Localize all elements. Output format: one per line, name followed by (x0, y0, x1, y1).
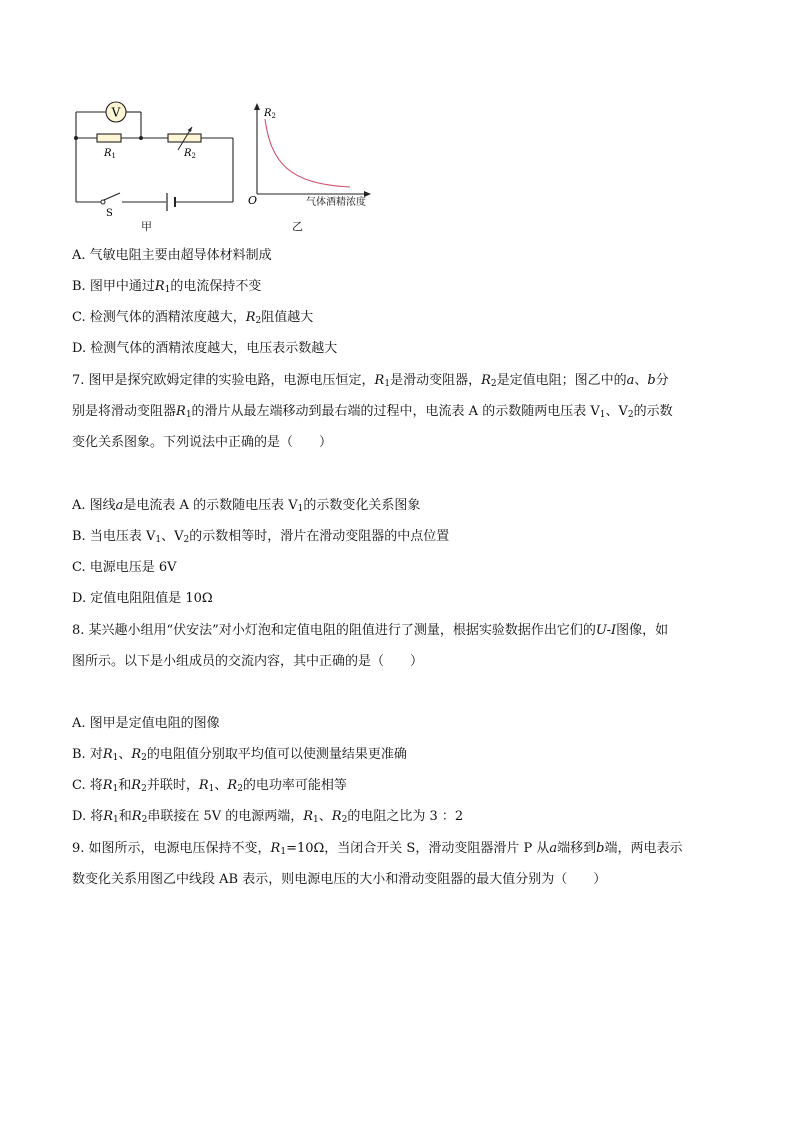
graph-curve (265, 119, 350, 187)
q7-option-b: B. 当电压表 $V_1$、$V_2$的示数相等时，滑片在滑动变阻器的中点位置 (72, 529, 450, 545)
graph-origin-label: O (248, 194, 258, 207)
q7-stem-line-2: 别是将滑动变阻器$R_1$的滑片从最左端移动到最右端的过程中，电流表 A 的示数随两电压表 $V_1$、$V_2$的示数 (72, 404, 673, 420)
figure-circuit-and-graph (66, 92, 386, 242)
q9-stem-line-1: 9. 如图所示，电源电压保持不变，$R_1=10\Omega$，当闭合开关 S，滑动变阻器滑片 P 从a端移到b端，两电表示 (72, 841, 683, 857)
q8-option-b: B. 对$R_1$、$R_2$的电阻值分别取平均值可以使测量结果更准确 (72, 747, 407, 763)
q8-option-d: D. 将$R_1$和$R_2$串联接在 5V 的电源两端，$R_1$、$R_2$的电阻之比为 3 ：2 (72, 809, 464, 825)
figure-label-yi: 乙 (292, 220, 303, 233)
q6-option-c: C. 检测气体的酒精浓度越大，$R_2$阻值越大 (72, 310, 314, 326)
q7-option-d: D. 定值电阻阻值是 10Ω (72, 591, 213, 606)
q7-stem-line-3: 变化关系图象。下列说法中正确的是（ ） (72, 435, 333, 450)
q7-option-c: C. 电源电压是 6V (72, 560, 177, 575)
q8-stem-line-1: 8. 某兴趣小组用“伏安法”对小灯泡和定值电阻的阻值进行了测量，根据实验数据作出它们的U-I图像，如 (72, 623, 669, 638)
q8-option-a: A. 图甲是定值电阻的图像 (72, 716, 220, 731)
junction-dot-left (74, 136, 78, 140)
q6-option-a: A. 气敏电阻主要由超导体材料制成 (72, 248, 272, 263)
graph-x-label: 气体酒精浓度 (306, 197, 366, 208)
variable-resistor-arrowhead (188, 127, 193, 132)
q9-stem-line-2: 数变化关系用图乙中线段 AB 表示，则电源电压的大小和滑动变阻器的最大值分别为（ ） (72, 872, 607, 887)
q7-option-a: A. 图线a是电流表 A 的示数随电压表 $V_1$的示数变化关系图象 (72, 498, 421, 514)
switch-pivot-icon (101, 200, 105, 204)
q8-stem-line-2: 图所示。以下是小组成员的交流内容，其中正确的是（ ） (72, 654, 424, 669)
r2-label: $R_2$ (184, 148, 196, 160)
variable-resistor-r2-icon (168, 134, 201, 142)
q7-stem-line-1: 7. 图甲是探究欧姆定律的实验电路，电源电压恒定，$R_1$是滑动变阻器，$R_2$是定值电阻；图乙中的a、b分 (72, 373, 669, 389)
figure-label-jia: 甲 (141, 220, 152, 233)
junction-dot-right (139, 136, 143, 140)
q8-option-c: C. 将$R_1$和$R_2$并联时，$R_1$、$R_2$的电功率可能相等 (72, 778, 347, 794)
graph-y-label: $R_2$ (264, 108, 276, 120)
resistor-r1-icon (97, 134, 121, 142)
voltmeter-symbol: V (111, 105, 121, 120)
q6-option-d: D. 检测气体的酒精浓度越大，电压表示数越大 (72, 341, 338, 356)
q6-option-b: B. 图甲中通过$R_1$的电流保持不变 (72, 279, 262, 295)
r1-label: $R_1$ (104, 148, 116, 160)
switch-label: S (106, 208, 113, 219)
circuit-wires (76, 112, 233, 202)
y-axis-arrowhead (254, 103, 260, 110)
